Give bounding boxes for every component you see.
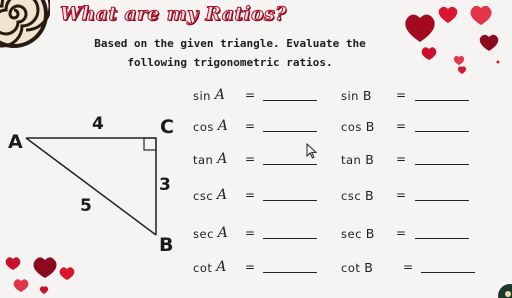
answer-blank[interactable]: [263, 119, 317, 132]
ratio-function-label: tan: [341, 153, 362, 167]
equals-sign: =: [245, 226, 256, 240]
ratio-function-label: tan: [193, 153, 214, 167]
equals-sign: =: [396, 88, 407, 102]
mouse-pointer-icon: [306, 143, 318, 159]
slide-title: What are my Ratios?: [60, 3, 287, 25]
hearts-decoration-bottom-left-icon: [0, 250, 80, 298]
vertex-a-label: A: [8, 131, 23, 153]
ratio-variable-label: B: [365, 152, 374, 167]
equals-sign: =: [245, 152, 256, 166]
answer-blank[interactable]: [263, 226, 317, 239]
answer-blank[interactable]: [415, 188, 469, 201]
ratio-function-label: csc: [341, 189, 362, 203]
side-ab-line: [26, 138, 156, 235]
answer-blank[interactable]: [415, 152, 469, 165]
ratio-variable-label: A: [217, 151, 228, 167]
ratio-function-label: sec: [341, 227, 362, 241]
answer-blank[interactable]: [263, 88, 317, 101]
ratio-function-label: cos: [341, 120, 362, 134]
ratio-variable-label: B: [365, 226, 375, 241]
equals-sign: =: [396, 188, 407, 202]
instruction-line-1: Based on the given triangle. Evaluate the: [94, 37, 366, 50]
equals-sign: =: [396, 119, 407, 133]
equals-sign: =: [245, 260, 256, 274]
ratio-variable-label: A: [216, 259, 227, 275]
right-triangle-diagram: [0, 110, 180, 260]
right-angle-marker: [144, 138, 156, 150]
answer-blank[interactable]: [421, 260, 475, 273]
swirl-decoration-icon: [0, 0, 50, 50]
corner-decoration-icon: [492, 278, 512, 298]
vertex-b-label: B: [159, 234, 174, 256]
answer-blank[interactable]: [415, 119, 469, 132]
ratio-variable-label: A: [214, 87, 225, 103]
ratio-function-label: cot: [341, 261, 361, 275]
equals-sign: =: [245, 188, 256, 202]
equals-sign: =: [396, 152, 407, 166]
ratio-variable-label: A: [216, 187, 228, 203]
equals-sign: =: [245, 119, 256, 133]
ratio-function-label: csc: [193, 189, 214, 203]
answer-blank[interactable]: [415, 88, 469, 101]
equals-sign: =: [396, 226, 407, 240]
ratio-function-label: cos: [193, 120, 214, 134]
answer-blank[interactable]: [415, 226, 469, 239]
ratio-function-label: cot: [193, 261, 213, 275]
side-bc-length: 3: [159, 175, 171, 195]
side-ac-length: 4: [92, 114, 104, 134]
ratio-variable-label: B: [364, 260, 373, 275]
hearts-decoration-top-right-icon: [396, 0, 512, 80]
equals-sign: =: [245, 88, 256, 102]
side-ab-length: 5: [80, 196, 92, 216]
instruction-line-2: following trigonometric ratios.: [127, 56, 333, 69]
ratio-function-label: sin: [193, 89, 211, 103]
ratio-variable-label: B: [364, 188, 374, 203]
vertex-c-label: C: [160, 116, 174, 138]
ratio-function-label: sec: [193, 227, 214, 241]
ratio-variable-label: B: [365, 119, 375, 134]
answer-blank[interactable]: [263, 260, 317, 273]
ratio-variable-label: A: [217, 225, 228, 241]
equals-sign: =: [403, 260, 414, 274]
ratio-function-label: sin: [341, 89, 359, 103]
ratio-variable-label: A: [217, 118, 228, 134]
ratio-variable-label: B: [362, 88, 372, 103]
answer-blank[interactable]: [263, 188, 317, 201]
